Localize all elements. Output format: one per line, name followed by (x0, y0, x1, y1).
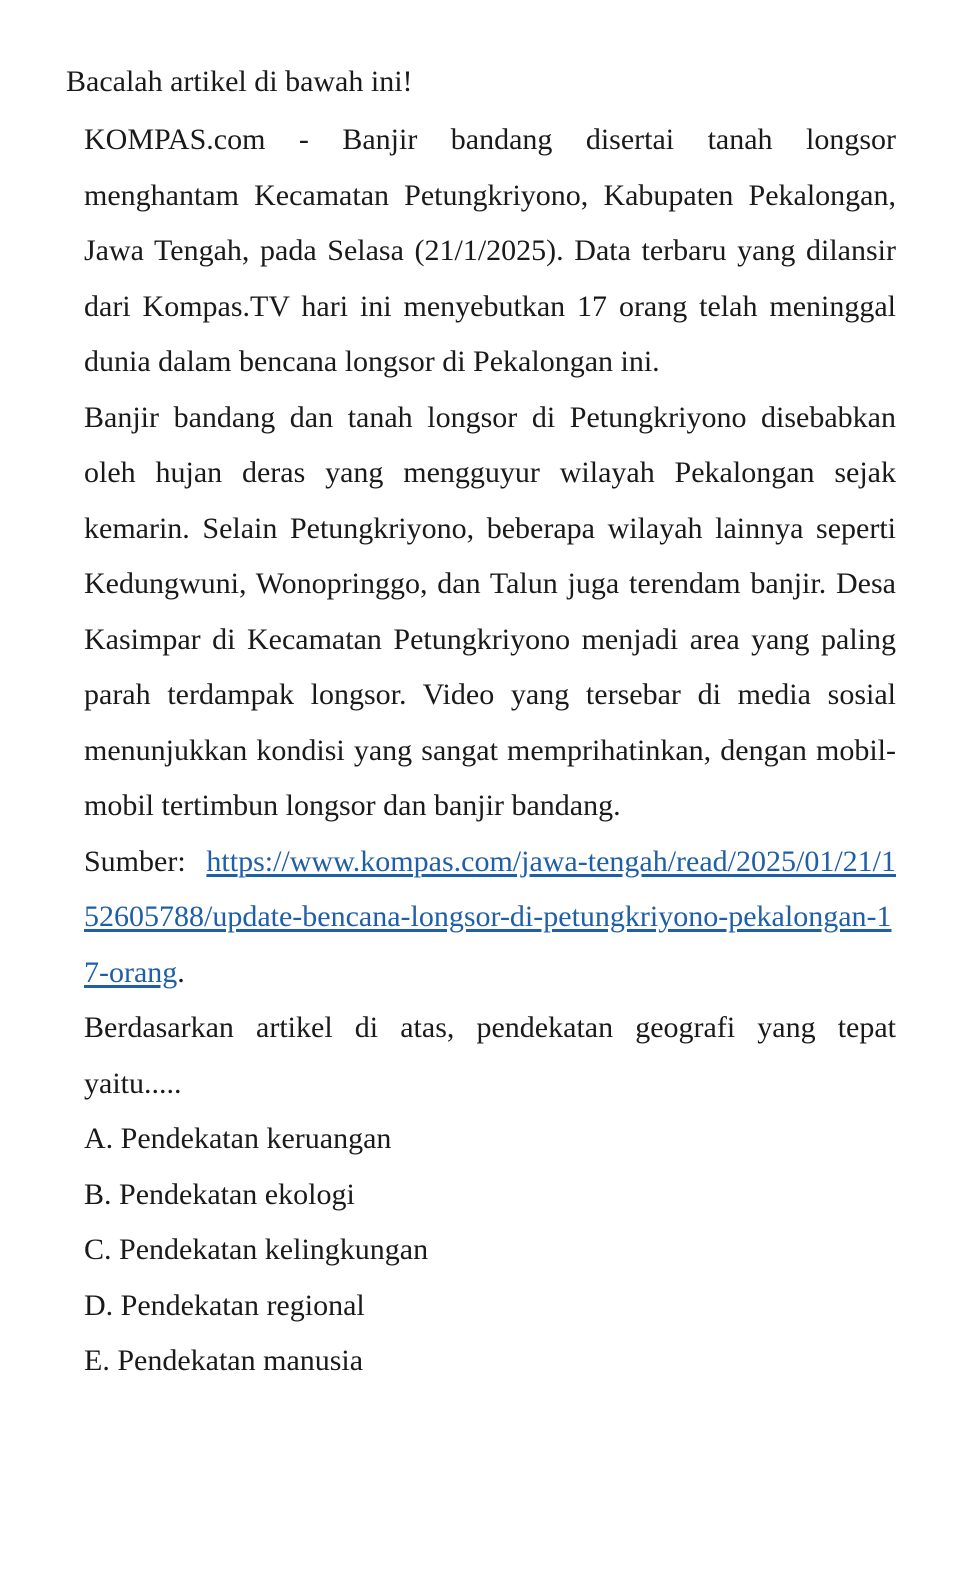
option-c: C. Pendekatan kelingkungan (84, 1233, 429, 1266)
option-a: A. Pendekatan keruangan (84, 1122, 392, 1155)
question-body (84, 112, 896, 1389)
option-b: B. Pendekatan ekologi (84, 1177, 355, 1211)
question-text: Berdasarkan artikel di atas, pendekatan geografi yang tepat yaitu..... (84, 1011, 896, 1100)
answer-options (84, 1111, 896, 1389)
option-e: E. Pendekatan manusia (84, 1344, 364, 1377)
source-label: Sumber: (84, 844, 207, 878)
article-paragraph-2: Banjir bandang dan tanah longsor di Petungkriyono disebabkan oleh hujan deras yang mengguyur wilayah Pekalongan sejak kemarin. Selain Petungkriyono, beberapa wilayah lainnya seperti Kedungwuni, Wonopringgo, dan Talun juga terendam banjir. Desa Kasimpar di Kecamatan Petungkriyono menjadi area yang paling parah terdampak longsor. Video yang tersebar di media sosial menunjukkan kondisi yang sangat memprihatinkan, dengan mobil-mobil tertimbun longsor dan banjir bandang. (84, 400, 896, 822)
article-paragraph-1: KOMPAS.com - Banjir bandang disertai tanah longsor menghantam Kecamatan Petungkriyono, Kabupaten Pekalongan, Jawa Tengah, pada Selasa (21/1/2025). Data terbaru yang dilansir dari Kompas.TV hari ini menyebutkan 17 orang telah meninggal dunia dalam bencana longsor di Pekalongan ini. (84, 123, 896, 378)
instruction-heading: Bacalah artikel di bawah ini! (66, 65, 413, 98)
option-d: D. Pendekatan regional (84, 1288, 365, 1322)
source-citation (84, 834, 896, 1001)
source-link[interactable]: https://www.kompas.com/jawa-tengah/read/2025/01/21/152605788/update-bencana-longsor-di-petungkriyono-pekalongan-17-orang (84, 844, 896, 989)
source-trailing-period: . (177, 955, 185, 989)
